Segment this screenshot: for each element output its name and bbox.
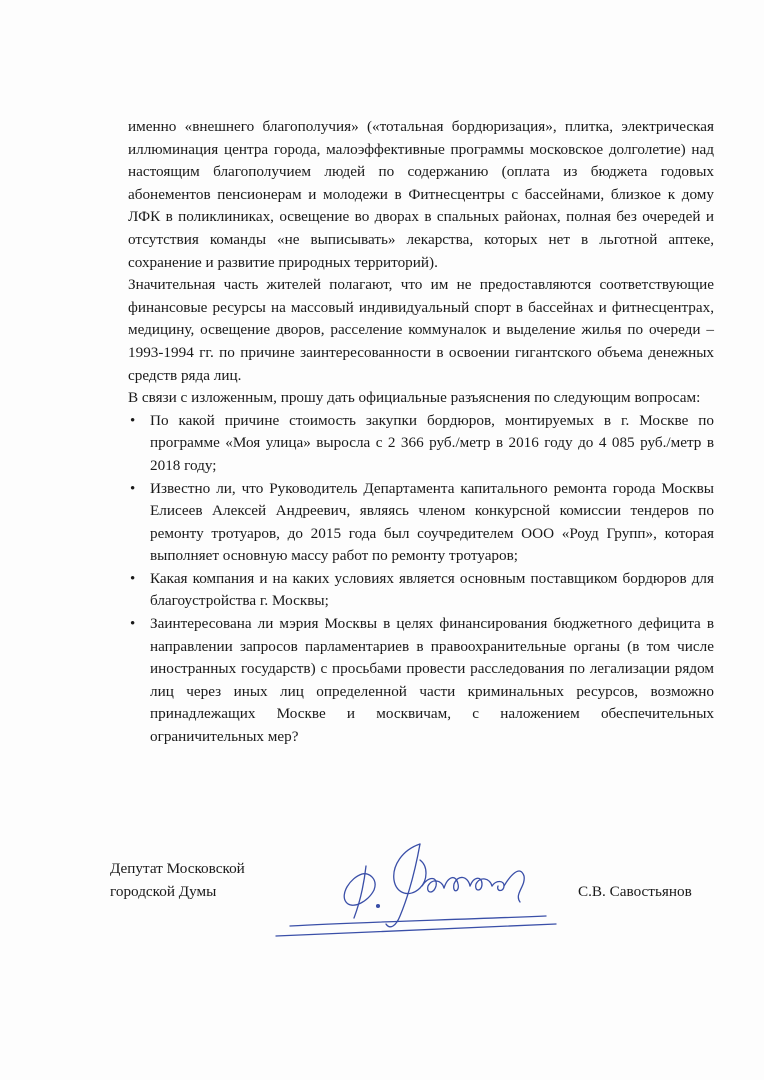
paragraph-3: В связи с изложенным, прошу дать официальные разъяснения по следующим вопросам: (128, 389, 701, 407)
list-item (128, 568, 714, 613)
letter-body (128, 116, 714, 749)
paragraph-2-text: Значительная часть жителей полагают, что им не предоставляются соответствующие финансовые ресурсы на массовый индивидуальный спорт в бассейнах и фитнесцентрах, медицину, освещение дворов, расселение коммуналок и выделение жилья по очереди – 1993-1994 гг. по причине заинтересованности в освоении гигантского объема денежных средств ряда лиц. (128, 276, 714, 384)
question-text: Заинтересована ли мэрия Москвы в целях финансирования бюджетного дефицита в направлении запросов парламентариев в правоохранительные органы (в том числе иностранных государств) с просьбами провести расследования по легализации рядом лиц через иных лиц определенной части криминальных ресурсов, возможно принадлежащих Москве и москвичам, с наложением обеспечительных ограничительных мер? (150, 615, 714, 746)
paragraph-1: именно «внешнего благополучия» («тотальная бордюризация», плитка, электрическая иллюминация центра города, малоэффективные программы московское долголетие) над настоящим благополучием людей по содержанию (оплата из бюджета годовых абонементов пенсионерам и молодежи в Фитнесцентры с бассейнами, близкое к дому ЛФК в поликлиниках, освещение во дворах в спальных районах, полная без очередей и отсутствия команды «не выписывать» лекарства, которых нет в льготной аптеке, сохранение и развитие природных территорий). (128, 118, 714, 271)
handwritten-signature (270, 836, 560, 946)
paragraph-2 (128, 274, 714, 387)
bullet-icon: • (130, 616, 136, 633)
list-item (128, 613, 714, 749)
question-text: Какая компания и на каких условиях является основным поставщиком бордюров для благоустройства г. Москвы; (150, 569, 714, 610)
signer-position-line-1: Депутат Московской (110, 860, 245, 877)
bullet-icon: • (130, 412, 136, 429)
signer-position (110, 858, 245, 903)
bullet-icon: • (130, 570, 136, 587)
bullet-icon: • (130, 480, 136, 497)
signer-name: С.В. Савостьянов (578, 883, 692, 900)
question-list (128, 410, 714, 749)
question-text: Известно ли, что Руководитель Департамента капитального ремонта города Москвы Елисеев Алексей Андреевич, являясь членом конкурсной комиссии тендеров по ремонту тротуаров, до 2015 года был соучредителем ООО «Роуд Групп», которая выполняет основную массу работ по ремонту тротуаров; (150, 479, 714, 565)
signer-position-line-2: городской Думы (110, 882, 217, 900)
list-item (128, 478, 714, 568)
question-text: По какой причине стоимость закупки бордюров, монтируемых в г. Москве по программе «Моя улица» выросла с 2 366 руб./метр в 2016 году до 4 085 руб./метр в 2018 году; (150, 411, 714, 474)
list-item (128, 410, 714, 478)
